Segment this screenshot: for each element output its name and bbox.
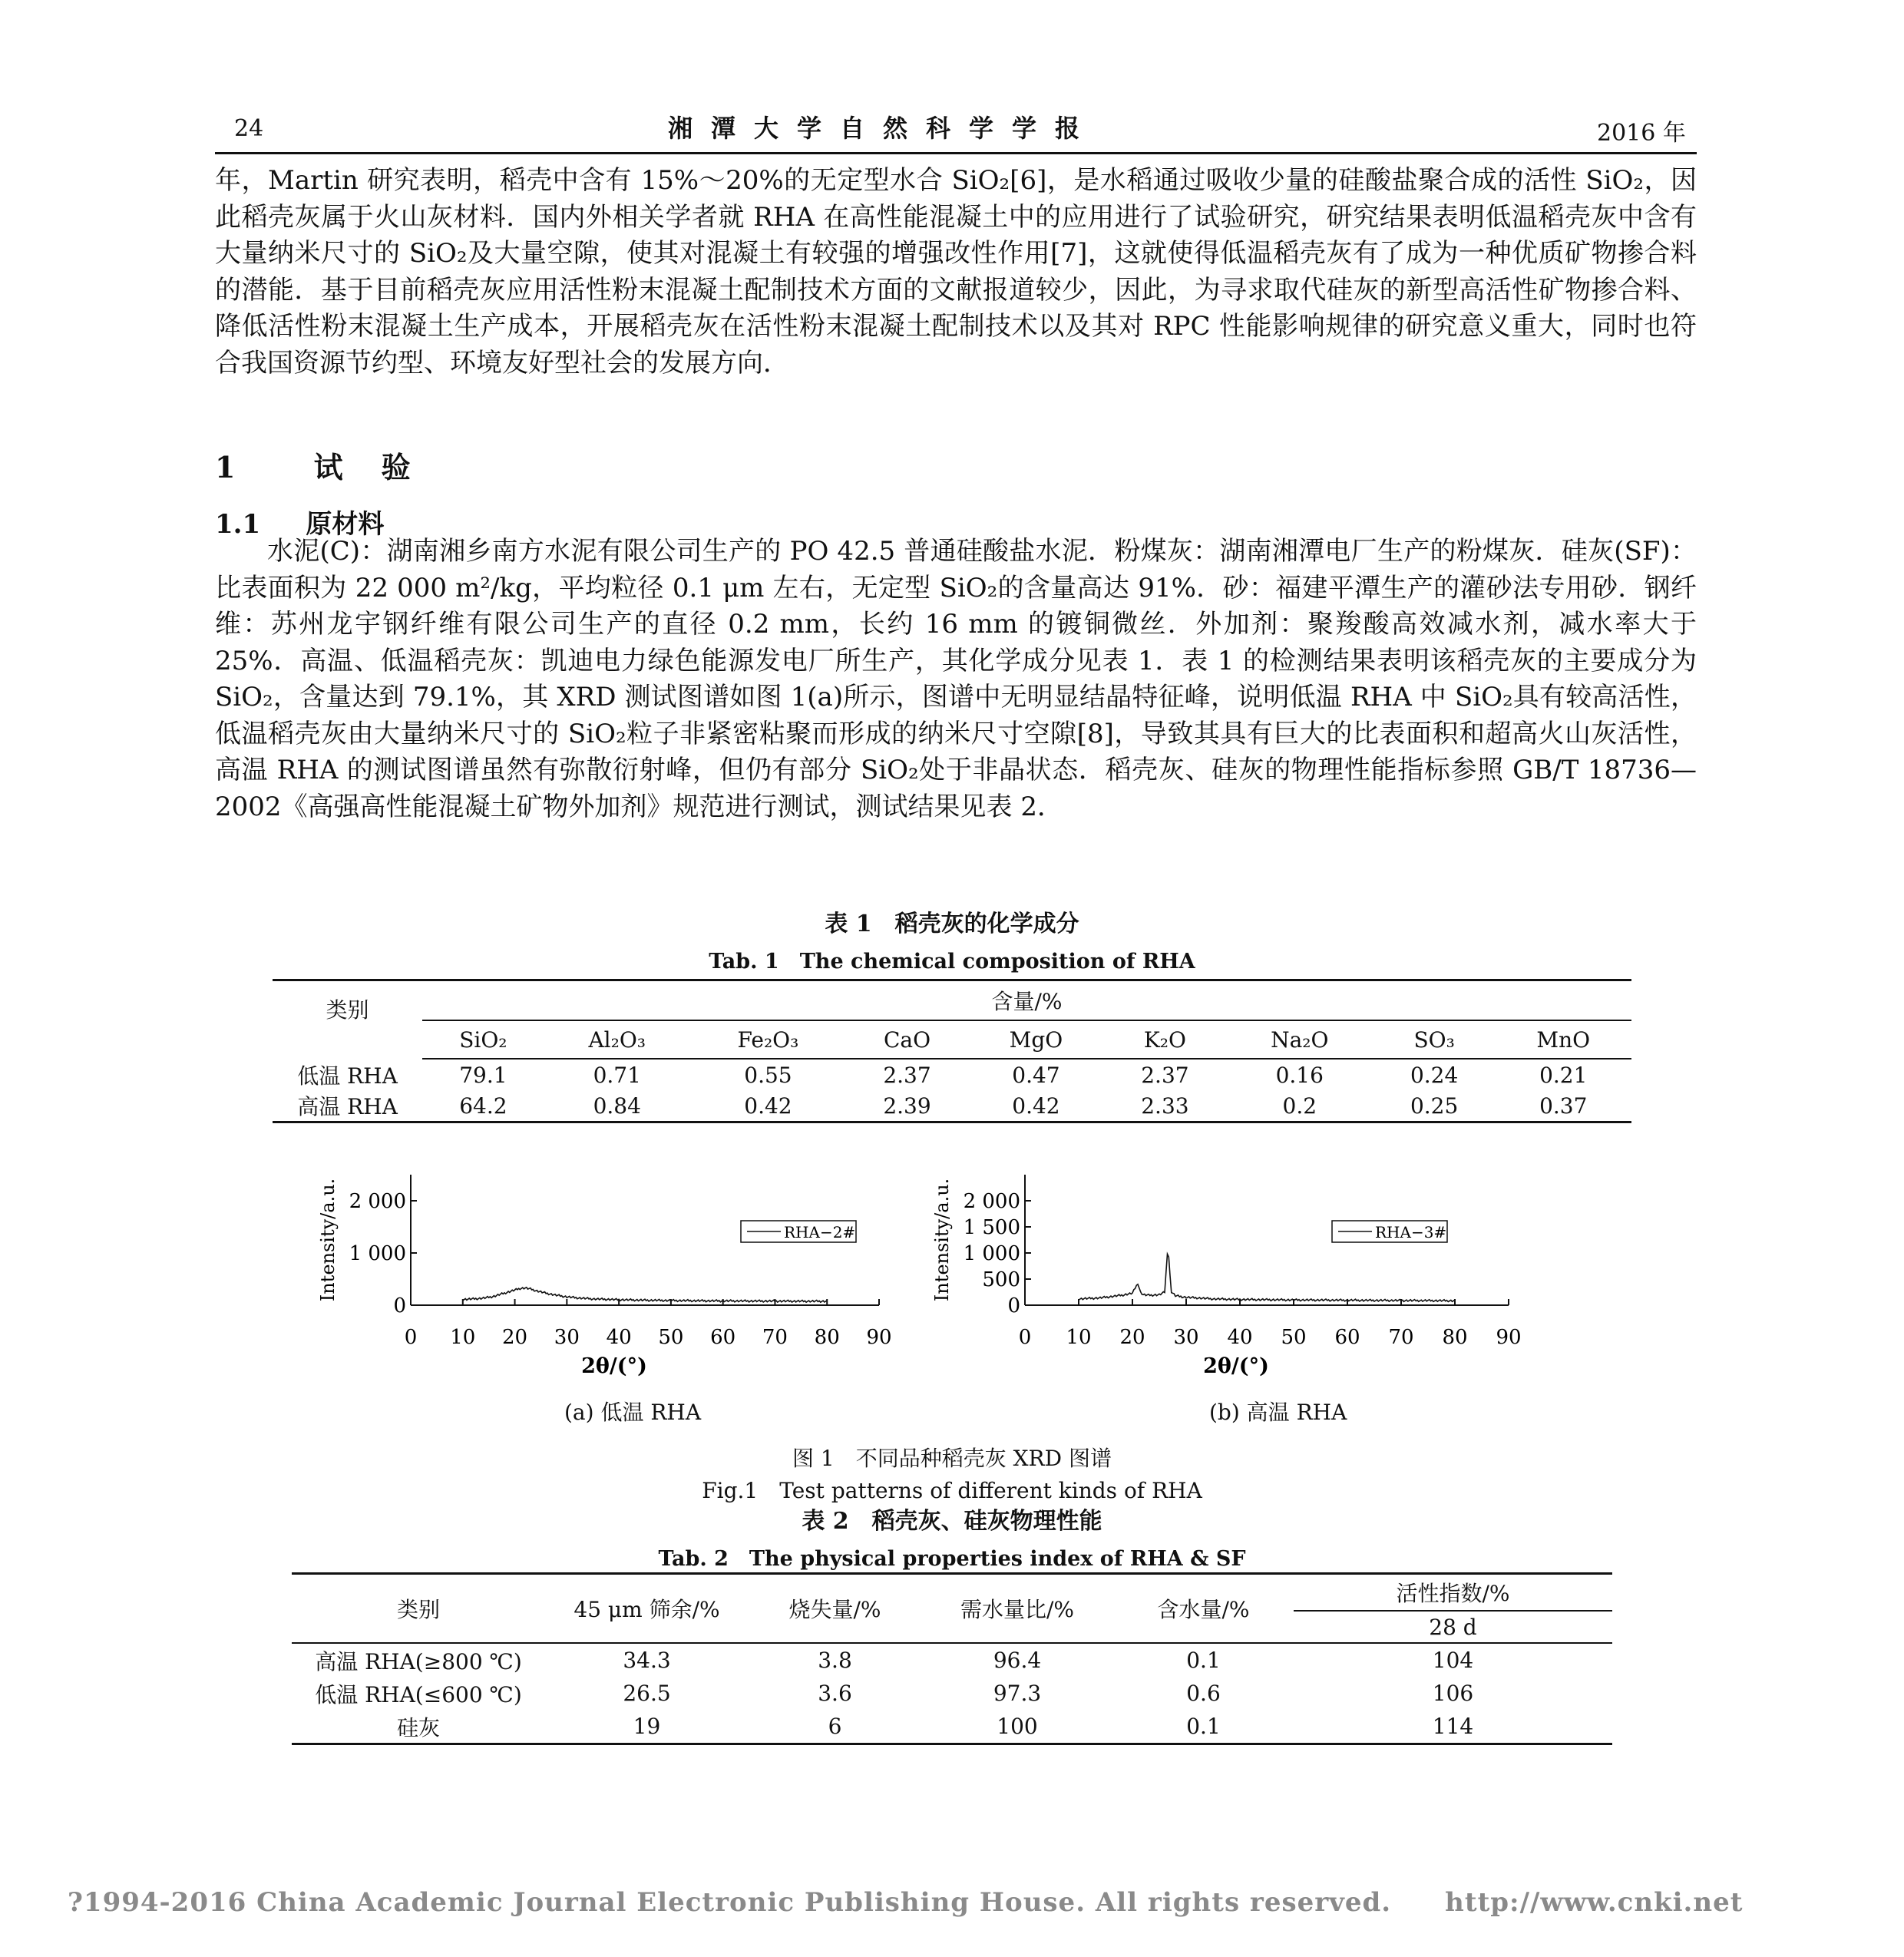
row-label: 高温 RHA <box>297 1094 398 1119</box>
table-row <box>273 1090 1631 1122</box>
table-row <box>292 1710 1612 1744</box>
table1-content-header: 含量/% <box>991 989 1063 1014</box>
y-axis-label: Intensity/a.u. <box>317 1178 339 1302</box>
x-tick-label: 40 <box>1227 1326 1253 1349</box>
table1-caption-cn: 表 1 稻壳灰的化学成分 <box>825 911 1079 937</box>
y-tick-label: 0 <box>1007 1294 1020 1317</box>
cell: 96.4 <box>993 1648 1042 1673</box>
table1-col-header: SO₃ <box>1373 1020 1496 1059</box>
header-year: 2016 年 <box>1597 120 1686 147</box>
cell: 0.71 <box>593 1062 641 1088</box>
xrd-chart-low-temp <box>303 1152 964 1397</box>
x-axis-label: 2θ/(°) <box>1203 1354 1269 1378</box>
x-tick-label: 30 <box>1173 1326 1199 1349</box>
cell: 114 <box>1432 1714 1474 1739</box>
cell: 26.5 <box>623 1681 671 1706</box>
table2-header: 烧失量/% <box>749 1574 921 1644</box>
row-label: 低温 RHA(≤600 ℃) <box>315 1681 522 1707</box>
cell: 0.6 <box>1186 1681 1221 1706</box>
cell: 0.2 <box>1282 1093 1317 1119</box>
series-line-rha-2 <box>463 1288 827 1302</box>
x-tick-label: 60 <box>1334 1326 1360 1349</box>
figure1-subcaption-b: (b) 高温 RHA <box>1209 1400 1347 1425</box>
cell: 2.33 <box>1141 1093 1189 1119</box>
copyright-footer: ?1994-2016 China Academic Journal Electronic Publishing House. All rights reserved. http://www.cnki.net <box>68 1887 1744 1918</box>
cell: 104 <box>1432 1648 1474 1673</box>
cell: 6 <box>828 1714 842 1739</box>
cell: 0.42 <box>744 1093 792 1119</box>
y-axis-label: Intensity/a.u. <box>931 1178 953 1302</box>
table-row <box>292 1643 1612 1677</box>
page-number: 24 <box>234 115 264 142</box>
cell: 0.16 <box>1275 1062 1324 1088</box>
table-row <box>292 1677 1612 1710</box>
table2-physical-properties <box>292 1572 1612 1745</box>
table-row <box>273 1059 1631 1090</box>
table1-col-header: MnO <box>1496 1020 1631 1059</box>
cell: 0.1 <box>1186 1648 1221 1673</box>
table2-header: 活性指数/% <box>1294 1574 1612 1612</box>
x-tick-label: 90 <box>866 1326 892 1349</box>
x-tick-label: 0 <box>1018 1326 1032 1349</box>
cell: 2.39 <box>883 1093 931 1119</box>
x-tick-label: 80 <box>1442 1326 1468 1349</box>
x-tick-label: 50 <box>1281 1326 1307 1349</box>
cell: 0.25 <box>1410 1093 1459 1119</box>
series-line-rha-3 <box>1079 1254 1455 1301</box>
y-tick-label: 1 000 <box>349 1242 406 1265</box>
table2-caption-en: Tab. 2 The physical properties index of RHA & SF <box>658 1547 1246 1571</box>
cell: 79.1 <box>459 1062 507 1088</box>
table1-col-header: MgO <box>968 1020 1104 1059</box>
legend-label: RHA−3# <box>1375 1223 1447 1241</box>
cell: 97.3 <box>993 1681 1042 1706</box>
y-tick-label: 2 000 <box>349 1190 406 1213</box>
section-1-heading <box>215 444 415 486</box>
y-tick-label: 0 <box>393 1294 406 1317</box>
x-tick-label: 80 <box>814 1326 840 1349</box>
header-rule <box>215 152 1697 154</box>
cell: 0.24 <box>1410 1062 1459 1088</box>
x-tick-label: 0 <box>404 1326 418 1349</box>
x-tick-label: 50 <box>658 1326 684 1349</box>
figure1-caption-cn: 图 1 不同品种稻壳灰 XRD 图谱 <box>792 1446 1112 1471</box>
table1-col-header: SiO₂ <box>422 1020 544 1059</box>
subsection-title: 原材料 <box>306 509 385 540</box>
x-tick-label: 30 <box>554 1326 580 1349</box>
legend-label: RHA−2# <box>784 1223 856 1241</box>
x-tick-label: 40 <box>606 1326 632 1349</box>
table1-category-header: 类别 <box>326 997 369 1023</box>
row-label: 高温 RHA(≥800 ℃) <box>315 1648 522 1674</box>
x-tick-label: 90 <box>1496 1326 1522 1349</box>
cell: 3.8 <box>818 1648 852 1673</box>
xrd-chart-high-temp <box>917 1152 1593 1397</box>
cell: 2.37 <box>1141 1062 1189 1088</box>
x-tick-label: 70 <box>1388 1326 1414 1349</box>
table2-header: 需水量比/% <box>921 1574 1113 1644</box>
materials-paragraph: 水泥(C)：湖南湘乡南方水泥有限公司生产的 PO 42.5 普通硅酸盐水泥．粉煤灰：湖南湘潭电厂生产的粉煤灰．硅灰(SF)：比表面积为 22 000 m²/kg，平均粒径 0.1 μm 左右，无定型 SiO₂的含量高达 91%．砂：福建平潭生产的灌砂法专用砂．钢纤维：苏州龙宇钢纤维有限公司生产的直径 0.2 mm，长约 16 mm 的镀铜微丝．外加剂：聚羧酸高效减水剂，减水率大于 25%．高温、低温稻壳灰：凯迪电力绿色能源发电厂所生产，其化学成分见表 1．表 1 的检测结果表明该稻壳灰的主要成分为 SiO₂，含量达到 79.1%，其 XRD 测试图谱如图 1(a)所示，图谱中无明显结晶特征峰，说明低温 RHA 中 SiO₂具有较高活性，低温稻壳灰由大量纳米尺寸的 SiO₂粒子非紧密粘聚而形成的纳米尺寸空隙[8]，导致其具有巨大的比表面积和超高火山灰活性，高温 RHA 的测试图谱虽然有弥散衍射峰，但仍有部分 SiO₂处于非晶状态．稻壳灰、硅灰的物理性能指标参照 GB/T 18736—2002《高强高性能混凝土矿物外加剂》规范进行测试，测试结果见表 2． <box>215 536 1697 822</box>
y-tick-label: 2 000 <box>963 1190 1020 1213</box>
table2-subheader: 28 d <box>1294 1611 1612 1643</box>
cell: 100 <box>997 1714 1038 1739</box>
x-tick-label: 10 <box>1066 1326 1092 1349</box>
cell: 19 <box>633 1714 661 1739</box>
figure1-caption-en: Fig.1 Test patterns of different kinds of RHA <box>702 1478 1202 1503</box>
y-tick-label: 1 000 <box>963 1242 1020 1265</box>
table2-header: 类别 <box>292 1574 545 1644</box>
cell: 34.3 <box>623 1648 671 1673</box>
cell: 0.55 <box>744 1062 792 1088</box>
y-tick-label: 1 500 <box>963 1216 1020 1239</box>
cell: 0.42 <box>1012 1093 1060 1119</box>
x-tick-label: 60 <box>710 1326 736 1349</box>
y-tick-label: 500 <box>982 1268 1020 1291</box>
x-axis-label: 2θ/(°) <box>581 1354 647 1378</box>
table2-header: 45 μm 筛余/% <box>545 1574 749 1644</box>
section-title: 试 验 <box>313 450 415 484</box>
figure1-subcaption-a: (a) 低温 RHA <box>564 1400 702 1425</box>
cell: 0.1 <box>1186 1714 1221 1739</box>
subsection-number: 1.1 <box>215 509 261 540</box>
cell: 64.2 <box>459 1093 507 1119</box>
table1-col-header: K₂O <box>1104 1020 1226 1059</box>
cell: 2.37 <box>883 1062 931 1088</box>
x-tick-label: 20 <box>1119 1326 1145 1349</box>
table1-col-header: Na₂O <box>1226 1020 1373 1059</box>
table1-col-header: CaO <box>846 1020 968 1059</box>
table1-col-header: Al₂O₃ <box>544 1020 690 1059</box>
x-tick-label: 70 <box>762 1326 788 1349</box>
row-label: 硅灰 <box>396 1714 440 1740</box>
cell: 3.6 <box>818 1681 852 1706</box>
x-tick-label: 10 <box>450 1326 476 1349</box>
x-tick-label: 20 <box>502 1326 528 1349</box>
cell: 0.84 <box>593 1093 641 1119</box>
cell: 0.47 <box>1012 1062 1060 1088</box>
section-number: 1 <box>215 450 240 484</box>
table1-caption-en: Tab. 1 The chemical composition of RHA <box>709 950 1195 974</box>
row-label: 低温 RHA <box>297 1063 398 1089</box>
cell: 106 <box>1432 1681 1474 1706</box>
cell: 0.21 <box>1539 1062 1588 1088</box>
cell: 0.37 <box>1539 1093 1588 1119</box>
table2-caption-cn: 表 2 稻壳灰、硅灰物理性能 <box>802 1508 1102 1535</box>
table1-chemical-composition <box>273 979 1631 1123</box>
intro-paragraph: 年，Martin 研究表明，稻壳中含有 15%～20%的无定型水合 SiO₂[6]，是水稻通过吸收少量的硅酸盐聚合成的活性 SiO₂，因此稻壳灰属于火山灰材料．国内外相关学者就 RHA 在高性能混凝土中的应用进行了试验研究，研究结果表明低温稻壳灰中含有大量纳米尺寸的 SiO₂及大量空隙，使其对混凝土有较强的增强改性作用[7]，这就使得低温稻壳灰有了成为一种优质矿物掺合料的潜能．基于目前稻壳灰应用活性粉末混凝土配制技术方面的文献报道较少，因此，为寻求取代硅灰的新型高活性矿物掺合料、降低活性粉末混凝土生产成本，开展稻壳灰在活性粉末混凝土配制技术以及其对 RPC 性能影响规律的研究意义重大，同时也符合我国资源节约型、环境友好型社会的发展方向． <box>215 165 1697 379</box>
journal-title: 湘潭大学自然科学学报 <box>668 114 1099 143</box>
table2-header: 含水量/% <box>1113 1574 1294 1644</box>
table1-col-header: Fe₂O₃ <box>690 1020 846 1059</box>
